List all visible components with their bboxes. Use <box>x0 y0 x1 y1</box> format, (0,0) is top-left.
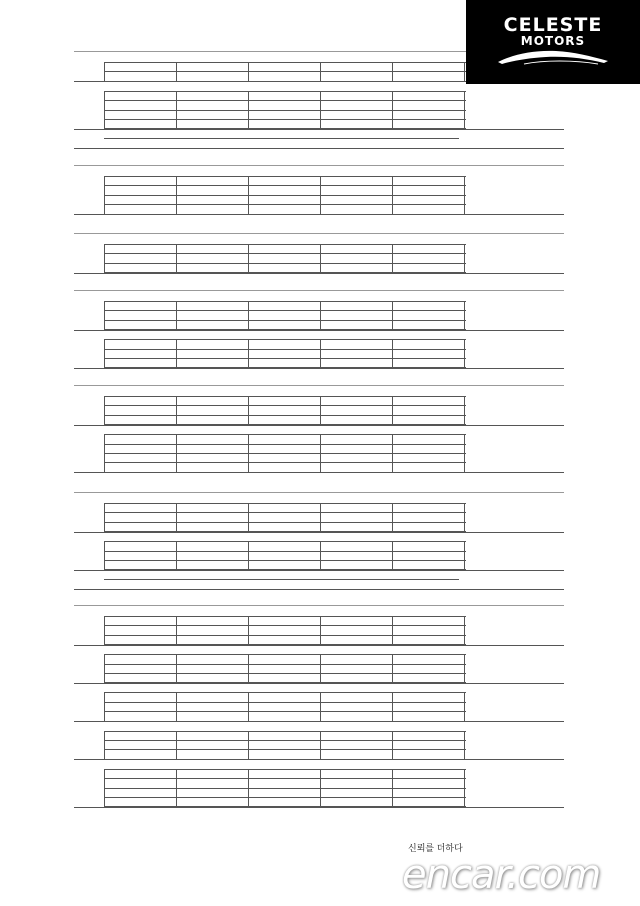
table-rule <box>104 616 466 617</box>
table-column-rule <box>392 244 393 272</box>
table-column-rule <box>464 339 465 367</box>
group-rule <box>104 138 459 139</box>
table-rule <box>104 119 466 120</box>
group-rule <box>104 579 459 580</box>
table-rule <box>104 301 466 302</box>
table-rule <box>104 692 466 693</box>
table-column-rule <box>248 244 249 272</box>
table-rule <box>104 702 466 703</box>
item-rule <box>74 570 564 571</box>
table-column-rule <box>392 301 393 329</box>
table-column-rule <box>392 616 393 644</box>
table-rule <box>104 503 466 504</box>
table-rule <box>104 100 466 101</box>
table-column-rule <box>320 396 321 424</box>
table-rule <box>104 654 466 655</box>
table-rule <box>104 339 466 340</box>
table-column-rule <box>320 616 321 644</box>
table-column-rule <box>176 244 177 272</box>
table-column-rule <box>176 62 177 81</box>
table-rule <box>104 560 466 561</box>
table-rule <box>104 551 466 552</box>
table-rule <box>104 788 466 789</box>
table-column-rule <box>464 301 465 329</box>
table-column-rule <box>464 244 465 272</box>
item-rule <box>74 368 564 369</box>
table-column-rule <box>248 91 249 129</box>
table-column-rule <box>248 654 249 682</box>
table-rule <box>104 625 466 626</box>
table-column-rule <box>248 62 249 81</box>
item-rule <box>74 807 564 808</box>
table-rule <box>104 396 466 397</box>
table-column-rule <box>320 339 321 367</box>
table-rule <box>104 263 466 264</box>
table-rule <box>104 405 466 406</box>
table-column-rule <box>104 692 105 720</box>
table-rule <box>104 541 466 542</box>
table-rule <box>104 778 466 779</box>
table-column-rule <box>104 91 105 129</box>
table-rule <box>104 253 466 254</box>
table-column-rule <box>320 692 321 720</box>
table-rule <box>104 349 466 350</box>
item-rule <box>74 425 564 426</box>
table-column-rule <box>464 503 465 531</box>
item-rule <box>74 472 564 473</box>
table-column-rule <box>320 301 321 329</box>
table-rule <box>104 462 466 463</box>
item-rule <box>74 532 564 533</box>
table-rule <box>104 749 466 750</box>
table-column-rule <box>248 541 249 569</box>
table-rule <box>104 204 466 205</box>
table-rule <box>104 434 466 435</box>
item-rule <box>74 721 564 722</box>
section-divider <box>74 492 564 493</box>
table-column-rule <box>104 339 105 367</box>
table-column-rule <box>464 176 465 214</box>
table-rule <box>104 635 466 636</box>
table-column-rule <box>248 503 249 531</box>
table-column-rule <box>176 91 177 129</box>
table-column-rule <box>248 339 249 367</box>
table-column-rule <box>248 176 249 214</box>
table-rule <box>104 415 466 416</box>
item-rule <box>74 148 564 149</box>
table-column-rule <box>176 301 177 329</box>
section-divider <box>74 165 564 166</box>
item-rule <box>74 129 564 130</box>
table-column-rule <box>104 731 105 759</box>
table-column-rule <box>320 244 321 272</box>
table-column-rule <box>464 91 465 129</box>
table-rule <box>104 673 466 674</box>
table-column-rule <box>320 434 321 472</box>
table-column-rule <box>104 396 105 424</box>
table-column-rule <box>392 731 393 759</box>
section-divider <box>74 605 564 606</box>
section-divider <box>74 233 564 234</box>
table-column-rule <box>104 616 105 644</box>
table-column-rule <box>248 434 249 472</box>
table-column-rule <box>320 731 321 759</box>
table-column-rule <box>464 616 465 644</box>
table-rule <box>104 444 466 445</box>
table-column-rule <box>104 176 105 214</box>
section-divider <box>74 385 564 386</box>
table-column-rule <box>176 654 177 682</box>
table-column-rule <box>392 176 393 214</box>
table-column-rule <box>176 396 177 424</box>
table-column-rule <box>464 654 465 682</box>
table-column-rule <box>464 541 465 569</box>
table-column-rule <box>464 769 465 807</box>
celeste-motors-logo <box>466 0 640 84</box>
table-column-rule <box>104 62 105 81</box>
table-column-rule <box>176 503 177 531</box>
table-rule <box>104 320 466 321</box>
table-column-rule <box>176 176 177 214</box>
table-column-rule <box>392 541 393 569</box>
table-column-rule <box>320 176 321 214</box>
table-column-rule <box>104 301 105 329</box>
table-column-rule <box>392 339 393 367</box>
table-column-rule <box>248 396 249 424</box>
section-divider <box>74 290 564 291</box>
table-rule <box>104 740 466 741</box>
table-column-rule <box>464 434 465 472</box>
table-rule <box>104 110 466 111</box>
table-column-rule <box>104 769 105 807</box>
table-column-rule <box>248 301 249 329</box>
table-column-rule <box>104 654 105 682</box>
table-rule <box>104 358 466 359</box>
table-rule <box>104 522 466 523</box>
table-column-rule <box>176 339 177 367</box>
encar-watermark: encar.com <box>402 852 601 898</box>
table-column-rule <box>320 62 321 81</box>
table-column-rule <box>248 692 249 720</box>
logo-line-1: CELESTE <box>503 14 603 36</box>
table-rule <box>104 195 466 196</box>
table-column-rule <box>320 654 321 682</box>
item-rule <box>74 330 564 331</box>
item-rule <box>74 759 564 760</box>
table-column-rule <box>320 541 321 569</box>
table-column-rule <box>392 654 393 682</box>
table-column-rule <box>248 616 249 644</box>
table-column-rule <box>320 91 321 129</box>
table-rule <box>104 62 466 63</box>
table-column-rule <box>248 731 249 759</box>
table-column-rule <box>392 62 393 81</box>
table-rule <box>104 512 466 513</box>
table-rule <box>104 244 466 245</box>
table-column-rule <box>320 769 321 807</box>
table-column-rule <box>392 396 393 424</box>
table-column-rule <box>464 62 465 81</box>
table-column-rule <box>392 692 393 720</box>
table-column-rule <box>392 91 393 129</box>
table-column-rule <box>464 731 465 759</box>
table-column-rule <box>104 541 105 569</box>
table-rule <box>104 797 466 798</box>
table-column-rule <box>320 503 321 531</box>
item-rule <box>74 589 564 590</box>
table-rule <box>104 71 466 72</box>
table-column-rule <box>392 503 393 531</box>
table-rule <box>104 731 466 732</box>
table-rule <box>104 453 466 454</box>
table-rule <box>104 310 466 311</box>
table-column-rule <box>464 396 465 424</box>
table-column-rule <box>248 769 249 807</box>
table-column-rule <box>104 503 105 531</box>
table-column-rule <box>176 692 177 720</box>
table-column-rule <box>104 244 105 272</box>
table-column-rule <box>176 769 177 807</box>
item-rule <box>74 683 564 684</box>
table-column-rule <box>176 731 177 759</box>
table-rule <box>104 711 466 712</box>
table-column-rule <box>464 692 465 720</box>
footer-slogan: 신뢰를 더하다 <box>408 843 463 853</box>
table-rule <box>104 185 466 186</box>
table-column-rule <box>176 541 177 569</box>
table-column-rule <box>104 434 105 472</box>
logo-line-2: MOTORS <box>520 34 586 48</box>
item-rule <box>74 214 564 215</box>
item-rule <box>74 273 564 274</box>
table-rule <box>104 769 466 770</box>
table-column-rule <box>176 616 177 644</box>
table-column-rule <box>176 434 177 472</box>
table-column-rule <box>392 769 393 807</box>
table-rule <box>104 176 466 177</box>
table-rule <box>104 91 466 92</box>
table-rule <box>104 664 466 665</box>
car-silhouette-icon <box>494 46 612 68</box>
table-column-rule <box>392 434 393 472</box>
item-rule <box>74 645 564 646</box>
